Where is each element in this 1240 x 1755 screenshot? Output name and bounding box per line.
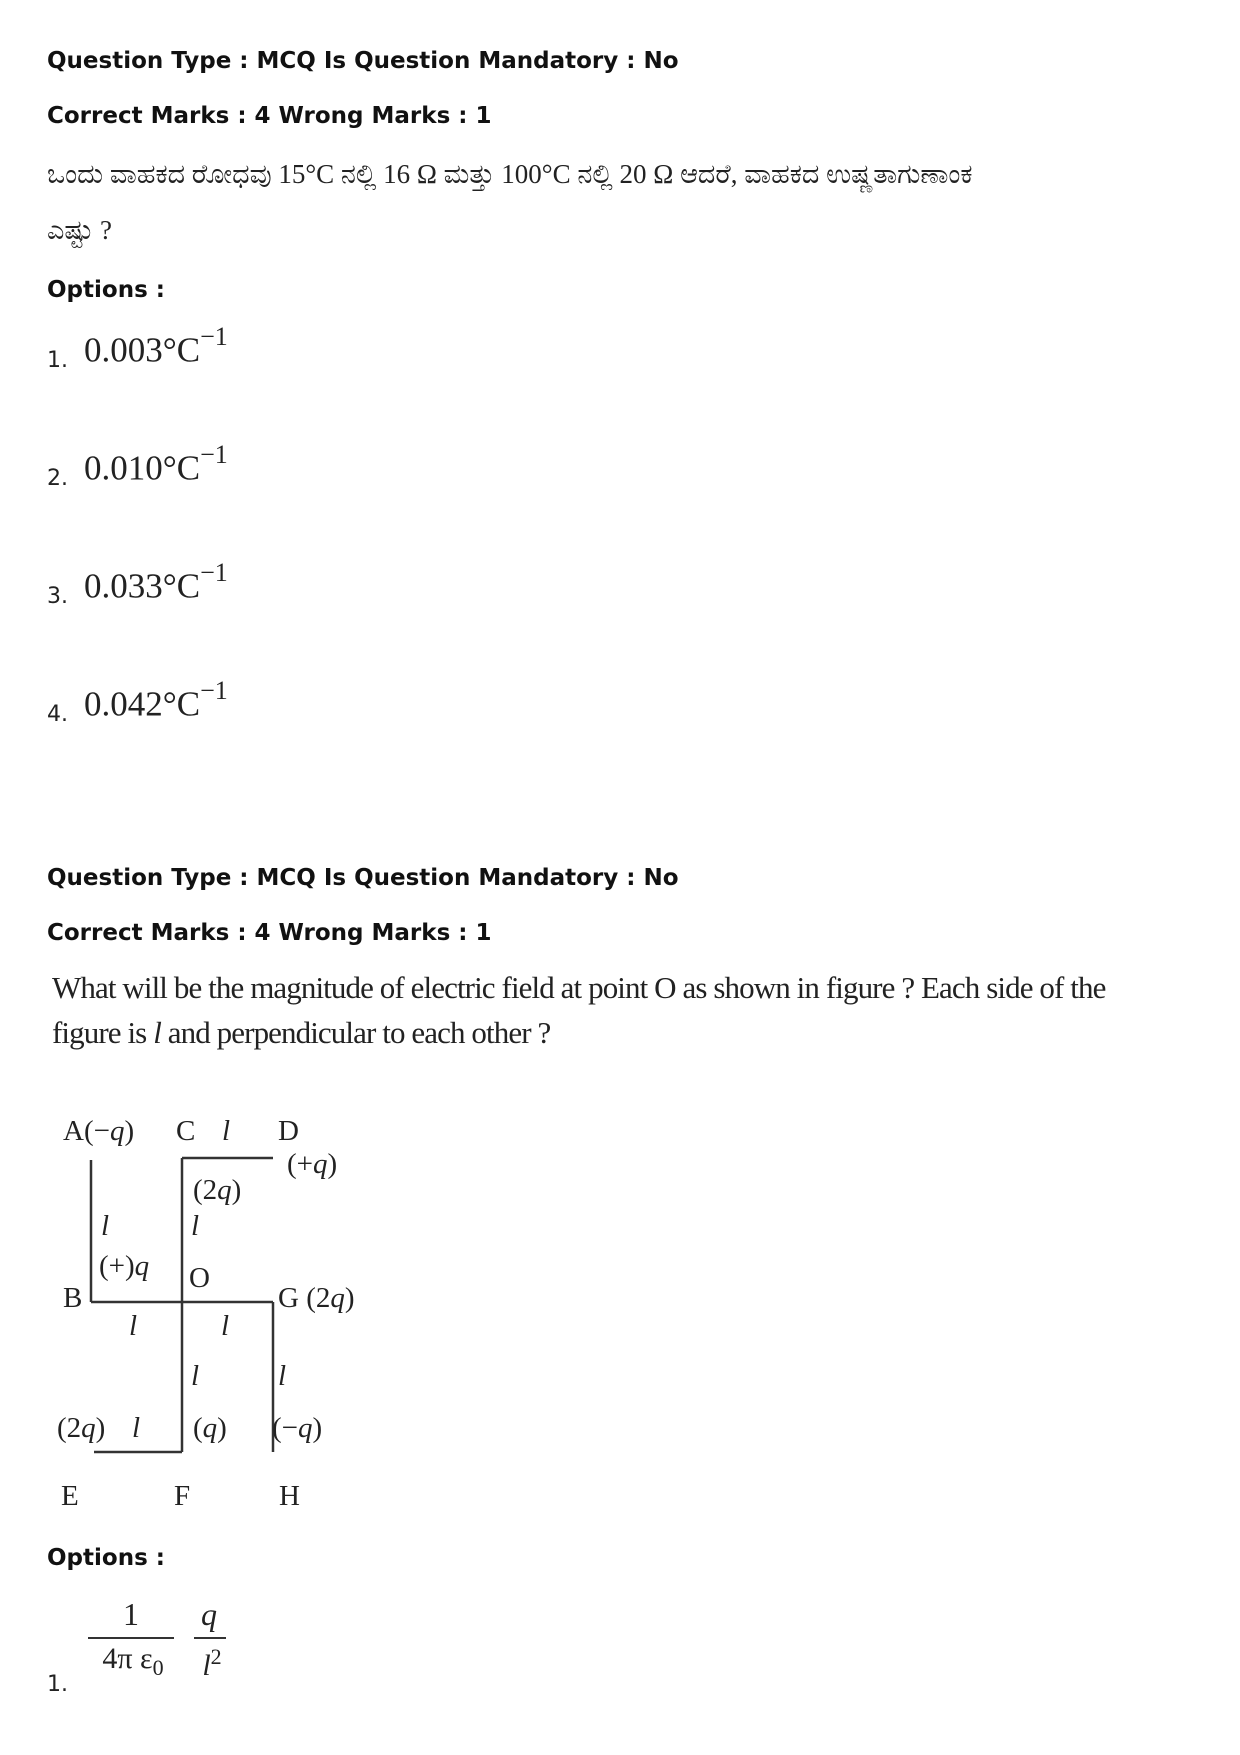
label-point-D: D bbox=[278, 1115, 299, 1147]
label-point-B: B bbox=[63, 1282, 83, 1314]
question-2-marks-line: Correct Marks : 4 Wrong Marks : 1 bbox=[47, 920, 492, 946]
fraction-coefficient-numerator: 1 bbox=[123, 1596, 139, 1632]
question-1-text-line-1: ಒಂದು ವಾಹಕದ ರೋಧವು 15°C ನಲ್ಲಿ 16 Ω ಮತ್ತು 100°C ನಲ್ಲಿ 20 Ω ಆದರೆ, ವಾಹಕದ ಉಷ್ಣತಾಗುಣಾಂಕ bbox=[47, 159, 973, 189]
label-charge-E: (2q) bbox=[57, 1412, 106, 1444]
label-charge-C: (2q) bbox=[193, 1174, 242, 1206]
fraction-variable-numerator: q bbox=[201, 1596, 217, 1632]
question-1-option-3-number: 3. bbox=[47, 584, 68, 609]
label-length-EF: l bbox=[132, 1412, 141, 1444]
label-length-AB: l bbox=[101, 1210, 110, 1242]
text-part: and perpendicular to each other ? bbox=[160, 1015, 551, 1050]
option-value: 0.003°C bbox=[84, 330, 201, 370]
label-point-O: O bbox=[189, 1262, 210, 1294]
option-value: 0.010°C bbox=[84, 448, 201, 488]
label-length-OF: l bbox=[191, 1360, 200, 1392]
question-1-option-1-number: 1. bbox=[47, 348, 68, 373]
label-point-H: H bbox=[279, 1480, 300, 1512]
question-1-option-4-number: 4. bbox=[47, 702, 68, 727]
question-1-option-2-number: 2. bbox=[47, 466, 68, 491]
question-2-option-1-number: 1. bbox=[47, 1672, 68, 1697]
label-length-OG: l bbox=[221, 1310, 230, 1342]
fraction-coefficient-denominator: 4π $\varepsilon_0$ bbox=[102, 1642, 164, 1680]
label-length-CO: l bbox=[191, 1210, 200, 1242]
label-charge-F: (q) bbox=[193, 1412, 227, 1444]
fraction-variable-denominator: $l^2$ bbox=[202, 1644, 222, 1682]
question-2-options-label: Options : bbox=[47, 1545, 165, 1571]
question-1-text-line-2: ಎಷ್ಟು ? bbox=[47, 215, 112, 245]
option-value: 0.042°C bbox=[84, 684, 201, 724]
label-point-G: G (2q) bbox=[278, 1282, 355, 1314]
question-2-text-line-1: What will be the magnitude of electric field at point O as shown in figure ? Each side of the bbox=[52, 970, 1106, 1005]
question-1-marks-line: Correct Marks : 4 Wrong Marks : 1 bbox=[47, 103, 492, 129]
option-exponent: −1 bbox=[200, 440, 228, 469]
label-point-C: C bbox=[176, 1115, 196, 1147]
label-length-CD: l bbox=[222, 1115, 231, 1147]
question-2-option-1[interactable] bbox=[88, 1595, 248, 1682]
text-part: figure is bbox=[52, 1015, 154, 1050]
question-1-type-line: Question Type : MCQ Is Question Mandatory : No bbox=[47, 48, 679, 74]
label-charge-B: (+)q bbox=[99, 1250, 150, 1282]
option-exponent: −1 bbox=[200, 676, 228, 705]
option-exponent: −1 bbox=[200, 558, 228, 587]
option-exponent: −1 bbox=[200, 322, 228, 351]
variable-l: l bbox=[153, 1015, 161, 1050]
label-point-F: F bbox=[174, 1480, 191, 1512]
label-length-GH: l bbox=[278, 1360, 287, 1392]
label-length-BO: l bbox=[129, 1310, 138, 1342]
question-2-type-line: Question Type : MCQ Is Question Mandatory : No bbox=[47, 865, 679, 891]
label-point-A: A(−q) bbox=[63, 1115, 135, 1147]
label-point-E: E bbox=[61, 1480, 79, 1512]
option-value: 0.033°C bbox=[84, 566, 201, 606]
label-charge-H: (−q) bbox=[272, 1412, 323, 1444]
fraction-coefficient-bar bbox=[88, 1637, 174, 1639]
question-1-options-label: Options : bbox=[47, 277, 165, 303]
label-charge-D: (+q) bbox=[287, 1148, 338, 1180]
